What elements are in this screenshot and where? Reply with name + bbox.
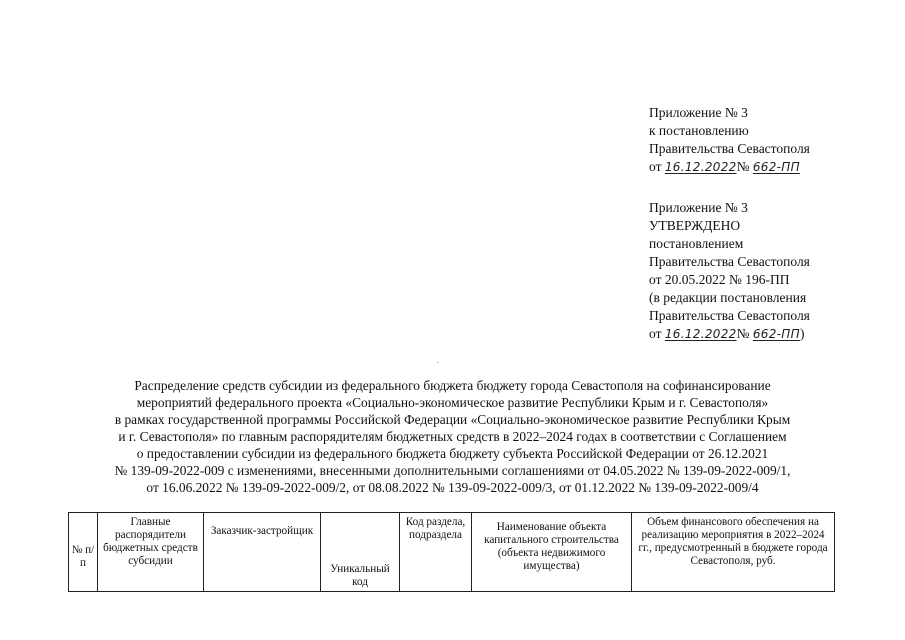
appendix-date-line	[649, 158, 889, 176]
header-cell-unique-code: Уникальный код	[321, 513, 400, 592]
appendix-line: Правительства Севастополя	[649, 141, 810, 156]
title-line: и г. Севастополя» по главным распорядителям бюджетных средств в 2022–2024 годах в соответствии с Соглашением	[118, 429, 787, 444]
header-cell-section-code: Код раздела, подраздела	[400, 513, 472, 592]
title-line: в рамках государственной программы Российской Федерации «Социально-экономическое развитие Республики Крым	[114, 412, 791, 427]
header-cell-developer: Заказчик-застройщик	[204, 513, 321, 592]
handwritten-date: 16.12.2022	[664, 160, 737, 174]
appendix-line: Правительства Севастополя	[649, 308, 810, 323]
handwritten-date: 16.12.2022	[664, 327, 737, 341]
appendix-header-second	[649, 199, 889, 343]
table-header-row	[69, 513, 835, 592]
title-line: мероприятий федерального проекта «Социально-экономическое развитие Республики Крым и г. Севастополя»	[136, 395, 769, 410]
header-cell-funding-volume: Объем финансового обеспечения на реализацию мероприятия в 2022–2024 гг., предусмотренный в бюджете города Севастополя, руб.	[632, 513, 835, 592]
handwritten-number: 662-ПП	[752, 327, 800, 341]
document-title	[60, 377, 845, 496]
title-line: № 139-09-2022-009 с изменениями, внесенными дополнительными соглашениями от 04.05.2022 № 139-09-2022-009/1,	[114, 463, 791, 478]
appendix-line: (в редакции постановления	[649, 290, 807, 305]
number-sign: №	[736, 159, 750, 174]
appendix-line: Приложение № 3	[649, 200, 748, 215]
title-line: Распределение средств субсидии из федерального бюджета бюджету города Севастополя на софинансирование	[134, 378, 771, 393]
header-cell-object-name: Наименование объекта капитального строительства (объекта недвижимого имущества)	[472, 513, 632, 592]
appendix-line: постановлением	[649, 236, 744, 251]
header-cell-budget-managers: Главные распорядители бюджетных средств субсидии	[98, 513, 204, 592]
distribution-table	[68, 512, 835, 592]
scan-speck	[437, 362, 439, 363]
appendix-line: Правительства Севастополя	[649, 254, 810, 269]
appendix-line: от 20.05.2022 № 196-ПП	[649, 272, 790, 287]
appendix-line: Приложение № 3	[649, 105, 748, 120]
date-prefix: от	[649, 326, 662, 341]
closing-paren: )	[799, 326, 805, 341]
appendix-date-line	[649, 325, 889, 343]
appendix-header-first	[649, 104, 889, 176]
handwritten-number: 662-ПП	[752, 160, 800, 174]
title-line: о предоставлении субсидии из федерального бюджета бюджету субъекта Российской Федерации от 26.12.2021	[136, 446, 769, 461]
header-cell-number: № п/п	[69, 513, 98, 592]
date-prefix: от	[649, 159, 662, 174]
number-sign: №	[736, 326, 750, 341]
appendix-line: УТВЕРЖДЕНО	[649, 218, 741, 233]
appendix-line: к постановлению	[649, 123, 749, 138]
title-line: от 16.06.2022 № 139-09-2022-009/2, от 08.08.2022 № 139-09-2022-009/3, от 01.12.2022 № 139-09-2022-009/4	[146, 480, 759, 495]
